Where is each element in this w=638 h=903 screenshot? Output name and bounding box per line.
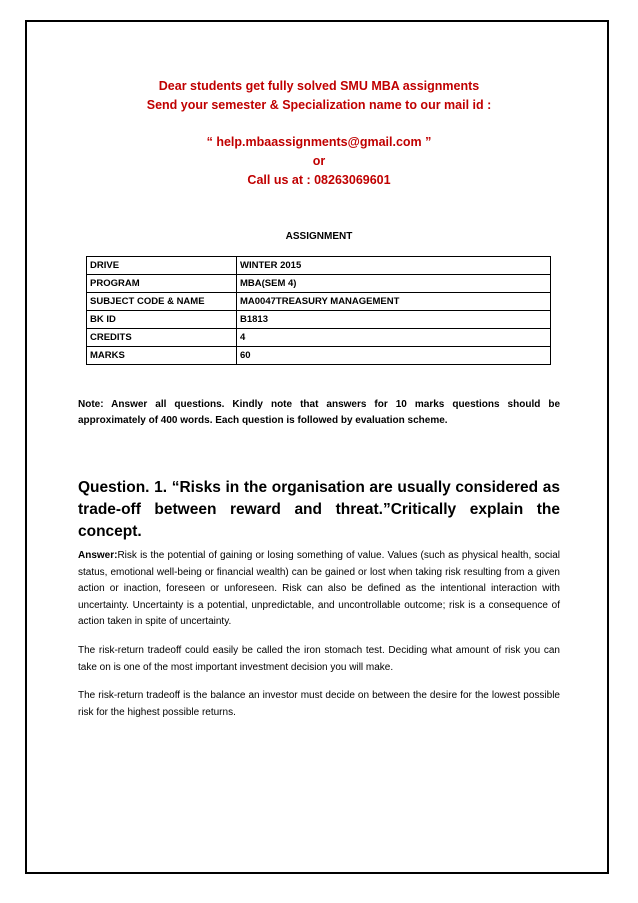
table-key: SUBJECT CODE & NAME bbox=[87, 293, 237, 311]
answer-label: Answer: bbox=[78, 550, 118, 561]
table-value: 60 bbox=[237, 347, 551, 365]
table-value: B1813 bbox=[237, 311, 551, 329]
header-line-2: Send your semester & Specialization name to our mail id : bbox=[146, 98, 492, 112]
answer-paragraph-2: The risk-return tradeoff could easily be called the iron stomach test. Deciding what amount of risk you can take on is one of the most important investment decision you will make. bbox=[78, 645, 560, 673]
table-row bbox=[87, 347, 551, 365]
table-key: MARKS bbox=[87, 347, 237, 365]
table-key: CREDITS bbox=[87, 329, 237, 347]
answer-paragraph-1 bbox=[78, 548, 560, 631]
header-email: “ help.mbaassignments@gmail.com ” bbox=[206, 135, 432, 149]
assignment-title: ASSIGNMENT bbox=[285, 231, 353, 242]
table-key: BK ID bbox=[87, 311, 237, 329]
table-key: DRIVE bbox=[87, 257, 237, 275]
table-row bbox=[87, 275, 551, 293]
table-value: WINTER 2015 bbox=[237, 257, 551, 275]
table-value: 4 bbox=[237, 329, 551, 347]
question-heading: Question. 1. “Risks in the organisation are usually considered as trade-off between reward and threat.”Critically explain the concept. bbox=[78, 479, 560, 540]
header-phone: Call us at : 08263069601 bbox=[247, 173, 391, 187]
header-or: or bbox=[312, 154, 326, 168]
answer-text: Risk is the potential of gaining or losing something of value. Values (such as physical health, social status, emotional well-being or financial wealth) can be gained or lost when taking risk resulting from a given action or inaction, foreseen or unforeseen. Risk can also be defined as the intentional interaction with uncertainty. Uncertainty is a potential, unpredictable, and uncontrollable outcome; risk is a consequence of action taken in spite of uncertainty. bbox=[78, 550, 560, 627]
answer-paragraph-3: The risk-return tradeoff is the balance an investor must decide on between the desire for the lowest possible risk for the highest possible returns. bbox=[78, 690, 560, 718]
table-row bbox=[87, 293, 551, 311]
table-row bbox=[87, 329, 551, 347]
table-key: PROGRAM bbox=[87, 275, 237, 293]
table-row bbox=[87, 311, 551, 329]
table-row bbox=[87, 257, 551, 275]
assignment-info-table bbox=[86, 256, 551, 365]
note-text: Note: Answer all questions. Kindly note that answers for 10 marks questions should be approximately of 400 words. Each question is followed by evaluation scheme. bbox=[78, 399, 560, 426]
table-value: MA0047TREASURY MANAGEMENT bbox=[237, 293, 551, 311]
table-value: MBA(SEM 4) bbox=[237, 275, 551, 293]
header-line-1: Dear students get fully solved SMU MBA assignments bbox=[158, 79, 480, 93]
